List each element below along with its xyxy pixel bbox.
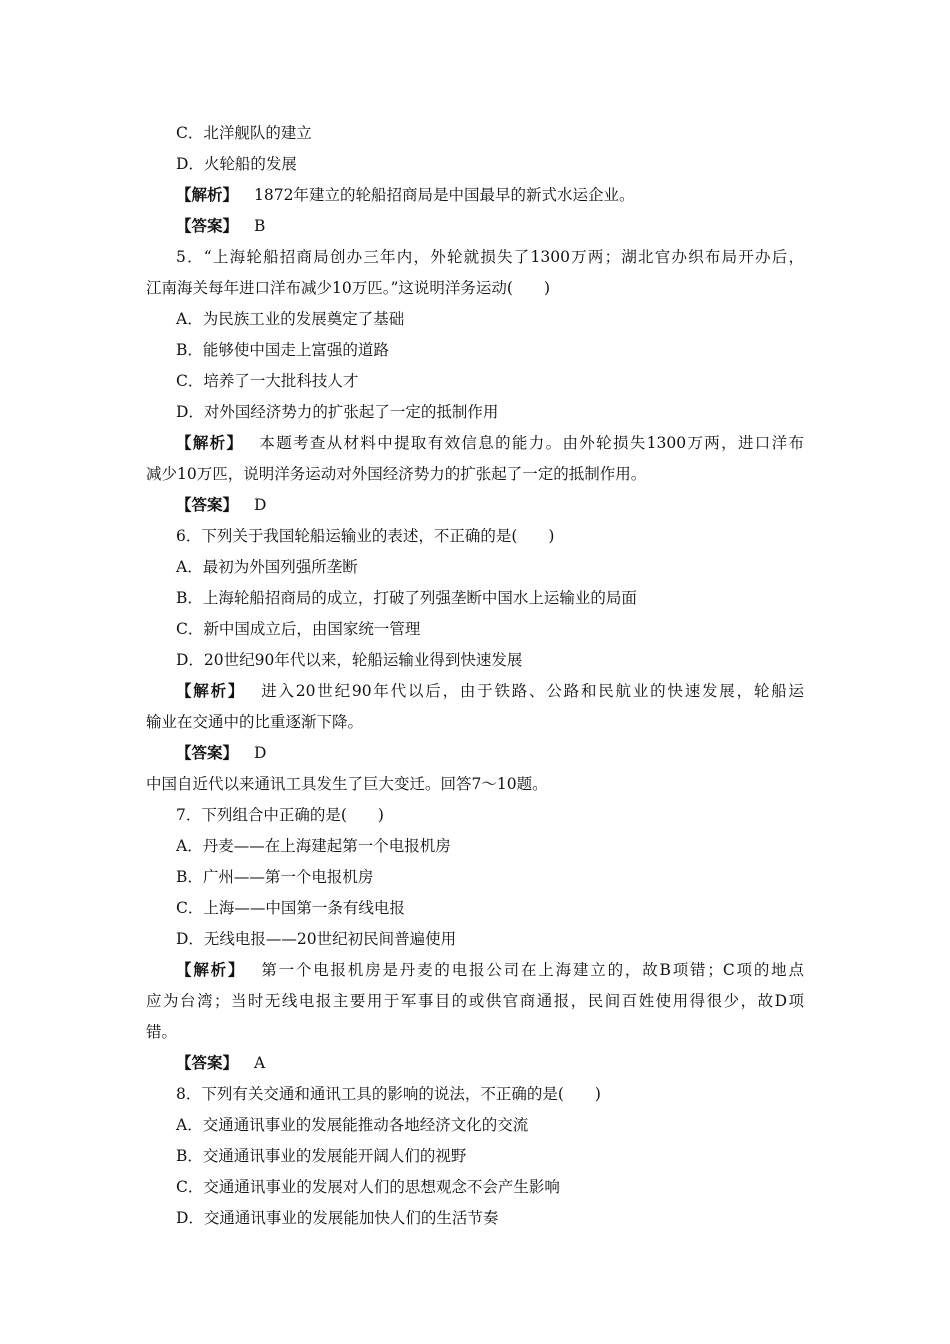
analysis-label: 【解析】	[176, 433, 244, 452]
q8-option-c: C．交通通讯事业的发展对人们的思想观念不会产生影响	[176, 1178, 560, 1196]
q8-option-d: D．交通通讯事业的发展能加快人们的生活节奏	[176, 1209, 499, 1227]
group-intro-7-10: 中国自近代以来通讯工具发生了巨大变迁。回答7～10题。	[146, 775, 548, 793]
q5-answer	[176, 495, 266, 515]
q7-stem: 7．下列组合中正确的是( )	[176, 806, 384, 824]
q8-option-b: B．交通通讯事业的发展能开阔人们的视野	[176, 1147, 467, 1165]
answer-label: 【答案】	[176, 216, 239, 235]
q4-option-d: D．火轮船的发展	[176, 155, 297, 173]
answer-label: 【答案】	[176, 743, 239, 762]
analysis-label: 【解析】	[176, 960, 246, 979]
q6-answer-text: D	[254, 744, 267, 762]
q8-stem: 8．下列有关交通和通讯工具的影响的说法，不正确的是( )	[176, 1085, 601, 1103]
q4-answer	[176, 216, 265, 236]
q5-answer-text: D	[254, 496, 267, 514]
analysis-label: 【解析】	[176, 681, 246, 700]
q5-analysis-line-1	[176, 433, 804, 453]
q6-analysis-text-1: 进入20世纪90年代以后，由于铁路、公路和民航业的快速发展，轮船运	[261, 682, 804, 700]
q5-stem-line-1: 5．“上海轮船招商局创办三年内，外轮就损失了1300万两；湖北官办织布局开办后，	[176, 248, 804, 266]
q7-analysis-line-1	[176, 960, 804, 980]
q6-option-b: B．上海轮船招商局的成立，打破了列强垄断中国水上运输业的局面	[176, 589, 637, 607]
q5-option-d: D．对外国经济势力的扩张起了一定的抵制作用	[176, 403, 499, 421]
q6-analysis-line-2: 输业在交通中的比重逐渐下降。	[146, 713, 364, 731]
answer-label: 【答案】	[176, 495, 239, 514]
q7-answer-text: A	[254, 1054, 266, 1072]
q5-option-b: B．能够使中国走上富强的道路	[176, 341, 389, 359]
q4-analysis	[176, 185, 634, 205]
q6-option-c: C．新中国成立后，由国家统一管理	[176, 620, 421, 638]
q5-stem-line-2: 江南海关每年进口洋布减少10万匹。”这说明洋务运动( )	[146, 279, 550, 297]
q7-analysis-line-2: 应为台湾；当时无线电报主要用于军事目的或供官商通报，民间百姓使用得很少，故D项	[146, 992, 804, 1010]
q7-answer	[176, 1053, 265, 1073]
q7-analysis-line-3: 错。	[146, 1023, 178, 1041]
analysis-label: 【解析】	[176, 185, 239, 204]
q5-option-c: C．培养了一大批科技人才	[176, 372, 359, 390]
q4-analysis-text: 1872年建立的轮船招商局是中国最早的新式水运企业。	[254, 186, 635, 204]
q6-option-d: D．20世纪90年代以来，轮船运输业得到快速发展	[176, 651, 523, 669]
q6-option-a: A．最初为外国列强所垄断	[176, 558, 358, 576]
q7-analysis-text-1: 第一个电报机房是丹麦的电报公司在上海建立的，故B项错；C项的地点	[261, 961, 804, 979]
q5-option-a: A．为民族工业的发展奠定了基础	[176, 310, 405, 328]
q7-option-c: C．上海——中国第一条有线电报	[176, 899, 405, 917]
q5-analysis-line-2: 减少10万匹，说明洋务运动对外国经济势力的扩张起了一定的抵制作用。	[146, 465, 647, 483]
q4-answer-text: B	[254, 217, 266, 235]
q6-analysis-line-1	[176, 681, 804, 701]
answer-label: 【答案】	[176, 1053, 239, 1072]
q5-analysis-text-1: 本题考查从材料中提取有效信息的能力。由外轮损失1300万两，进口洋布	[259, 434, 804, 452]
q6-answer	[176, 743, 266, 763]
q7-option-d: D．无线电报——20世纪初民间普遍使用	[176, 930, 457, 948]
q4-option-c: C．北洋舰队的建立	[176, 124, 312, 142]
q7-option-b: B．广州——第一个电报机房	[176, 868, 374, 886]
q8-option-a: A．交通通讯事业的发展能推动各地经济文化的交流	[176, 1116, 529, 1134]
q7-option-a: A．丹麦——在上海建起第一个电报机房	[176, 837, 451, 855]
q6-stem: 6．下列关于我国轮船运输业的表述，不正确的是( )	[176, 527, 555, 545]
